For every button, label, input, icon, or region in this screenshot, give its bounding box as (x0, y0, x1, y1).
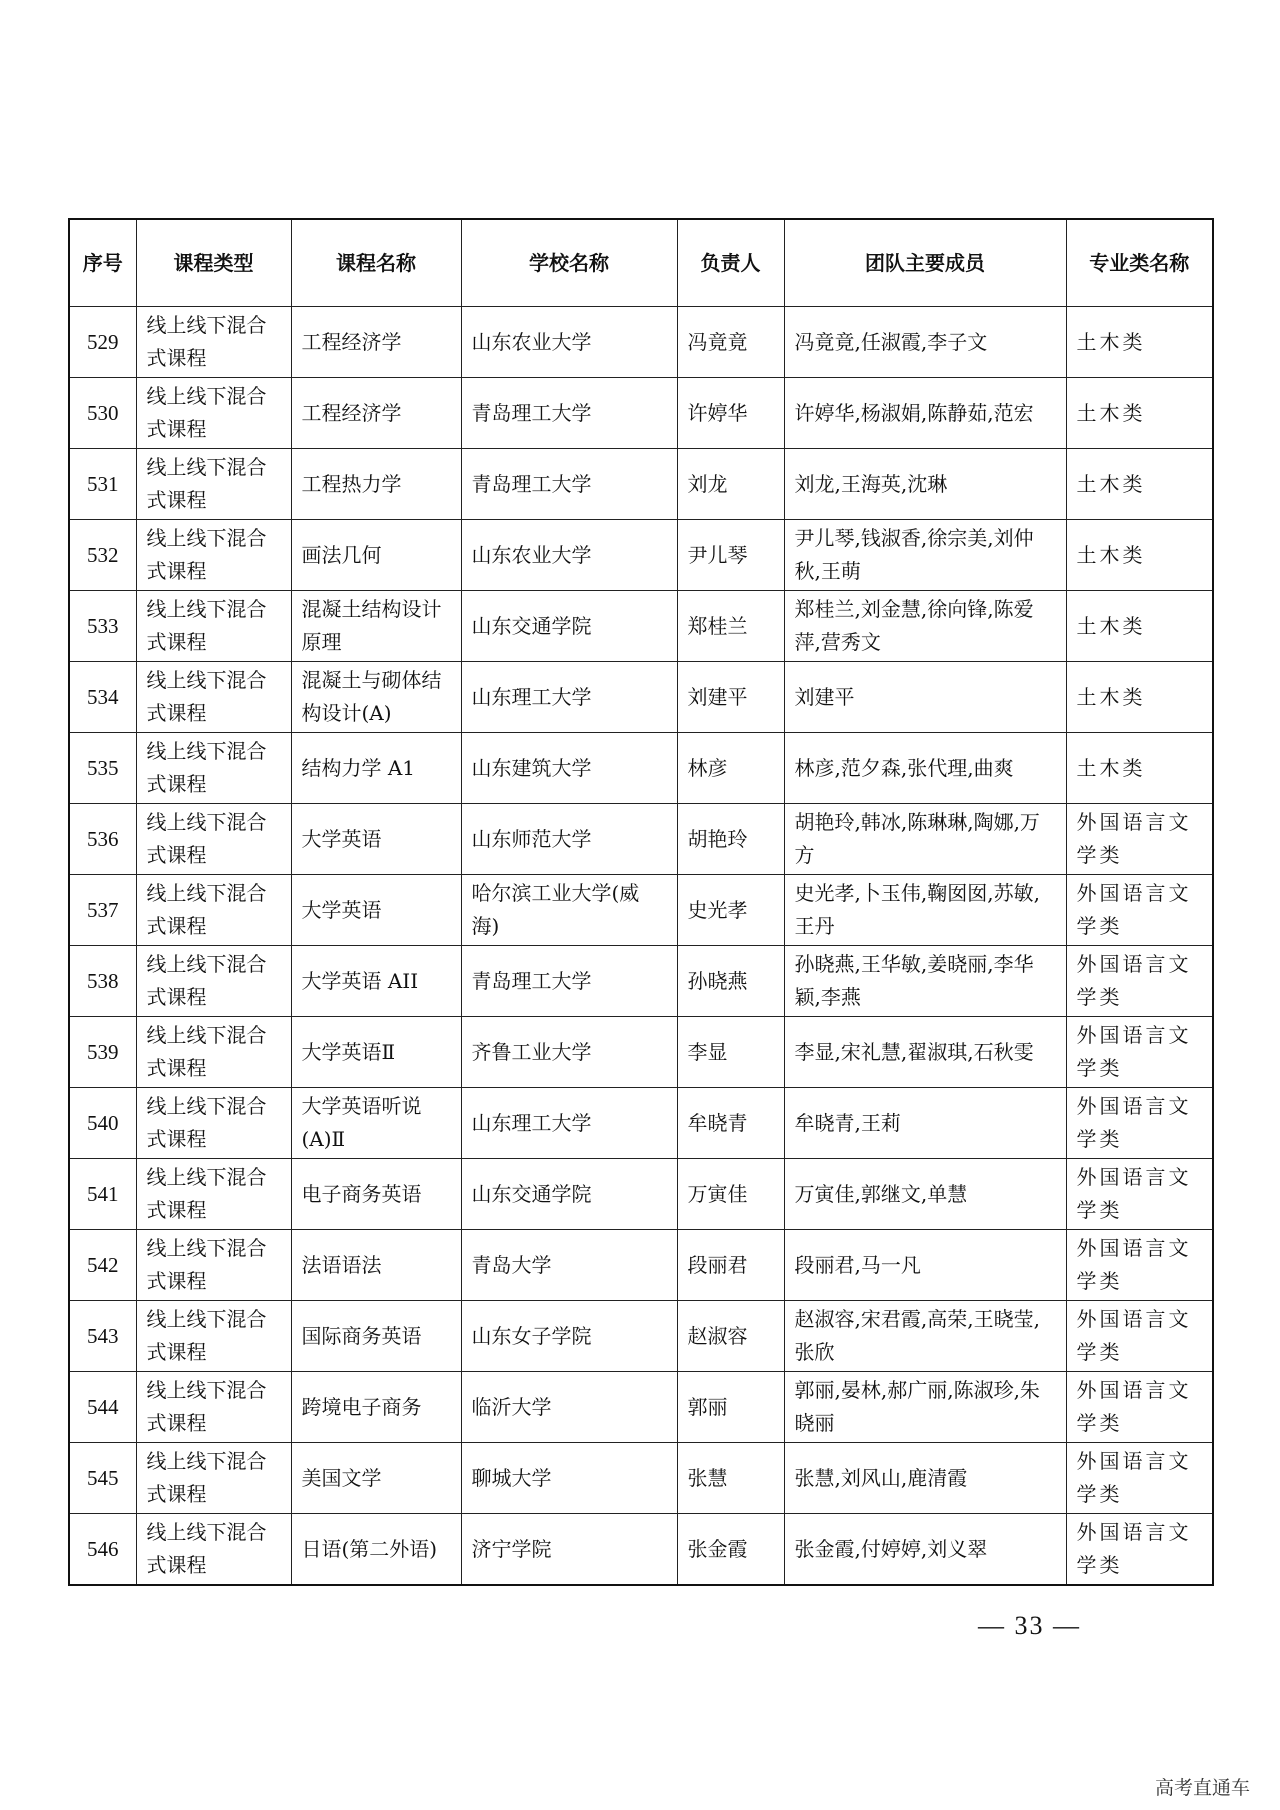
cell-team-members: 赵淑容,宋君霞,高荣,王晓莹,张欣 (784, 1301, 1066, 1372)
cell-course-type: 线上线下混合式课程 (136, 449, 291, 520)
cell-index: 546 (69, 1514, 136, 1586)
cell-school-name: 齐鲁工业大学 (461, 1017, 677, 1088)
cell-school-name: 济宁学院 (461, 1514, 677, 1586)
cell-course-name: 画法几何 (291, 520, 461, 591)
table-row (69, 804, 1213, 875)
cell-major-category: 土木类 (1066, 307, 1213, 378)
cell-course-type: 线上线下混合式课程 (136, 1372, 291, 1443)
cell-team-members: 段丽君,马一凡 (784, 1230, 1066, 1301)
table-row (69, 591, 1213, 662)
cell-team-members: 张金霞,付婷婷,刘义翠 (784, 1514, 1066, 1586)
cell-index: 541 (69, 1159, 136, 1230)
cell-school-name: 青岛理工大学 (461, 449, 677, 520)
cell-lead: 郑桂兰 (677, 591, 784, 662)
cell-lead: 李显 (677, 1017, 784, 1088)
table-row (69, 378, 1213, 449)
cell-course-name: 结构力学 A1 (291, 733, 461, 804)
cell-major-category: 外国语言文学类 (1066, 1372, 1213, 1443)
cell-team-members: 刘龙,王海英,沈琳 (784, 449, 1066, 520)
cell-school-name: 青岛理工大学 (461, 378, 677, 449)
cell-index: 540 (69, 1088, 136, 1159)
cell-major-category: 土木类 (1066, 591, 1213, 662)
header-team-members: 团队主要成员 (784, 219, 1066, 307)
cell-course-type: 线上线下混合式课程 (136, 804, 291, 875)
cell-team-members: 刘建平 (784, 662, 1066, 733)
cell-course-name: 工程经济学 (291, 307, 461, 378)
cell-major-category: 土木类 (1066, 733, 1213, 804)
cell-major-category: 外国语言文学类 (1066, 1159, 1213, 1230)
cell-index: 529 (69, 307, 136, 378)
cell-major-category: 外国语言文学类 (1066, 804, 1213, 875)
cell-lead: 段丽君 (677, 1230, 784, 1301)
cell-index: 544 (69, 1372, 136, 1443)
cell-school-name: 山东建筑大学 (461, 733, 677, 804)
cell-index: 535 (69, 733, 136, 804)
cell-lead: 许婷华 (677, 378, 784, 449)
cell-team-members: 林彦,范夕森,张代理,曲爽 (784, 733, 1066, 804)
watermark: 高考直通车 (1154, 1777, 1250, 1799)
cell-school-name: 山东农业大学 (461, 520, 677, 591)
cell-lead: 冯竟竟 (677, 307, 784, 378)
header-school-name: 学校名称 (461, 219, 677, 307)
cell-lead: 胡艳玲 (677, 804, 784, 875)
cell-course-name: 美国文学 (291, 1443, 461, 1514)
cell-index: 537 (69, 875, 136, 946)
cell-course-type: 线上线下混合式课程 (136, 307, 291, 378)
cell-course-type: 线上线下混合式课程 (136, 1514, 291, 1586)
table-row (69, 1017, 1213, 1088)
cell-index: 530 (69, 378, 136, 449)
table-row (69, 733, 1213, 804)
cell-team-members: 张慧,刘风山,鹿清霞 (784, 1443, 1066, 1514)
header-major-category: 专业类名称 (1066, 219, 1213, 307)
cell-index: 538 (69, 946, 136, 1017)
cell-course-type: 线上线下混合式课程 (136, 875, 291, 946)
cell-course-name: 大学英语Ⅱ (291, 1017, 461, 1088)
cell-school-name: 聊城大学 (461, 1443, 677, 1514)
table-row (69, 1159, 1213, 1230)
cell-index: 539 (69, 1017, 136, 1088)
cell-school-name: 山东师范大学 (461, 804, 677, 875)
table-row (69, 1088, 1213, 1159)
header-index: 序号 (69, 219, 136, 307)
cell-team-members: 胡艳玲,韩冰,陈琳琳,陶娜,万方 (784, 804, 1066, 875)
cell-course-type: 线上线下混合式课程 (136, 733, 291, 804)
table-row (69, 875, 1213, 946)
cell-course-name: 电子商务英语 (291, 1159, 461, 1230)
cell-major-category: 外国语言文学类 (1066, 875, 1213, 946)
cell-lead: 万寅佳 (677, 1159, 784, 1230)
table-body (69, 307, 1213, 1586)
table-row (69, 520, 1213, 591)
cell-lead: 牟晓青 (677, 1088, 784, 1159)
cell-lead: 张慧 (677, 1443, 784, 1514)
cell-course-name: 大学英语 (291, 804, 461, 875)
cell-course-name: 工程热力学 (291, 449, 461, 520)
table-header-row (69, 219, 1213, 307)
cell-course-name: 混凝土与砌体结构设计(A) (291, 662, 461, 733)
cell-lead: 刘龙 (677, 449, 784, 520)
table-row (69, 1372, 1213, 1443)
cell-lead: 张金霞 (677, 1514, 784, 1586)
cell-course-type: 线上线下混合式课程 (136, 1017, 291, 1088)
cell-team-members: 尹儿琴,钱淑香,徐宗美,刘仲秋,王萌 (784, 520, 1066, 591)
cell-lead: 史光孝 (677, 875, 784, 946)
cell-school-name: 青岛理工大学 (461, 946, 677, 1017)
cell-team-members: 郑桂兰,刘金慧,徐向锋,陈爱萍,营秀文 (784, 591, 1066, 662)
table-row (69, 449, 1213, 520)
cell-index: 542 (69, 1230, 136, 1301)
table-row (69, 1514, 1213, 1586)
header-lead: 负责人 (677, 219, 784, 307)
cell-team-members: 牟晓青,王莉 (784, 1088, 1066, 1159)
cell-team-members: 许婷华,杨淑娟,陈静茹,范宏 (784, 378, 1066, 449)
cell-course-name: 法语语法 (291, 1230, 461, 1301)
cell-course-name: 工程经济学 (291, 378, 461, 449)
cell-major-category: 外国语言文学类 (1066, 1443, 1213, 1514)
cell-major-category: 外国语言文学类 (1066, 1017, 1213, 1088)
table-row (69, 662, 1213, 733)
cell-course-name: 大学英语 AII (291, 946, 461, 1017)
cell-course-name: 大学英语 (291, 875, 461, 946)
cell-lead: 郭丽 (677, 1372, 784, 1443)
cell-school-name: 山东女子学院 (461, 1301, 677, 1372)
header-course-name: 课程名称 (291, 219, 461, 307)
cell-school-name: 山东农业大学 (461, 307, 677, 378)
cell-index: 534 (69, 662, 136, 733)
cell-course-type: 线上线下混合式课程 (136, 1230, 291, 1301)
cell-lead: 孙晓燕 (677, 946, 784, 1017)
cell-course-name: 跨境电子商务 (291, 1372, 461, 1443)
cell-index: 543 (69, 1301, 136, 1372)
cell-team-members: 万寅佳,郭继文,单慧 (784, 1159, 1066, 1230)
cell-course-type: 线上线下混合式课程 (136, 662, 291, 733)
cell-team-members: 史光孝,卜玉伟,鞠囡囡,苏敏,王丹 (784, 875, 1066, 946)
cell-index: 531 (69, 449, 136, 520)
cell-major-category: 外国语言文学类 (1066, 1088, 1213, 1159)
cell-index: 545 (69, 1443, 136, 1514)
cell-course-name: 日语(第二外语) (291, 1514, 461, 1586)
header-course-type: 课程类型 (136, 219, 291, 307)
table-row (69, 307, 1213, 378)
cell-course-type: 线上线下混合式课程 (136, 520, 291, 591)
cell-course-name: 国际商务英语 (291, 1301, 461, 1372)
cell-index: 532 (69, 520, 136, 591)
cell-team-members: 郭丽,晏林,郝广丽,陈淑珍,朱晓丽 (784, 1372, 1066, 1443)
cell-school-name: 山东理工大学 (461, 662, 677, 733)
table-row (69, 1443, 1213, 1514)
cell-course-type: 线上线下混合式课程 (136, 1301, 291, 1372)
table-row (69, 1230, 1213, 1301)
table-row (69, 1301, 1213, 1372)
cell-school-name: 青岛大学 (461, 1230, 677, 1301)
cell-school-name: 临沂大学 (461, 1372, 677, 1443)
cell-course-type: 线上线下混合式课程 (136, 1159, 291, 1230)
cell-team-members: 冯竟竟,任淑霞,李子文 (784, 307, 1066, 378)
cell-major-category: 土木类 (1066, 378, 1213, 449)
cell-major-category: 土木类 (1066, 520, 1213, 591)
cell-index: 533 (69, 591, 136, 662)
cell-major-category: 外国语言文学类 (1066, 946, 1213, 1017)
page-number: — 33 — (978, 1611, 1081, 1640)
cell-major-category: 外国语言文学类 (1066, 1514, 1213, 1586)
cell-course-type: 线上线下混合式课程 (136, 1443, 291, 1514)
cell-course-type: 线上线下混合式课程 (136, 591, 291, 662)
cell-course-type: 线上线下混合式课程 (136, 1088, 291, 1159)
cell-lead: 尹儿琴 (677, 520, 784, 591)
cell-school-name: 山东交通学院 (461, 591, 677, 662)
cell-major-category: 外国语言文学类 (1066, 1230, 1213, 1301)
cell-lead: 刘建平 (677, 662, 784, 733)
cell-team-members: 李显,宋礼慧,翟淑琪,石秋雯 (784, 1017, 1066, 1088)
cell-major-category: 土木类 (1066, 449, 1213, 520)
cell-lead: 林彦 (677, 733, 784, 804)
cell-team-members: 孙晓燕,王华敏,姜晓丽,李华颖,李燕 (784, 946, 1066, 1017)
cell-lead: 赵淑容 (677, 1301, 784, 1372)
cell-course-type: 线上线下混合式课程 (136, 378, 291, 449)
cell-school-name: 哈尔滨工业大学(威海) (461, 875, 677, 946)
cell-major-category: 土木类 (1066, 662, 1213, 733)
course-table (68, 218, 1214, 1586)
table-row (69, 946, 1213, 1017)
cell-major-category: 外国语言文学类 (1066, 1301, 1213, 1372)
cell-course-name: 混凝土结构设计原理 (291, 591, 461, 662)
cell-course-type: 线上线下混合式课程 (136, 946, 291, 1017)
cell-index: 536 (69, 804, 136, 875)
cell-course-name: 大学英语听说(A)Ⅱ (291, 1088, 461, 1159)
cell-school-name: 山东理工大学 (461, 1088, 677, 1159)
cell-school-name: 山东交通学院 (461, 1159, 677, 1230)
